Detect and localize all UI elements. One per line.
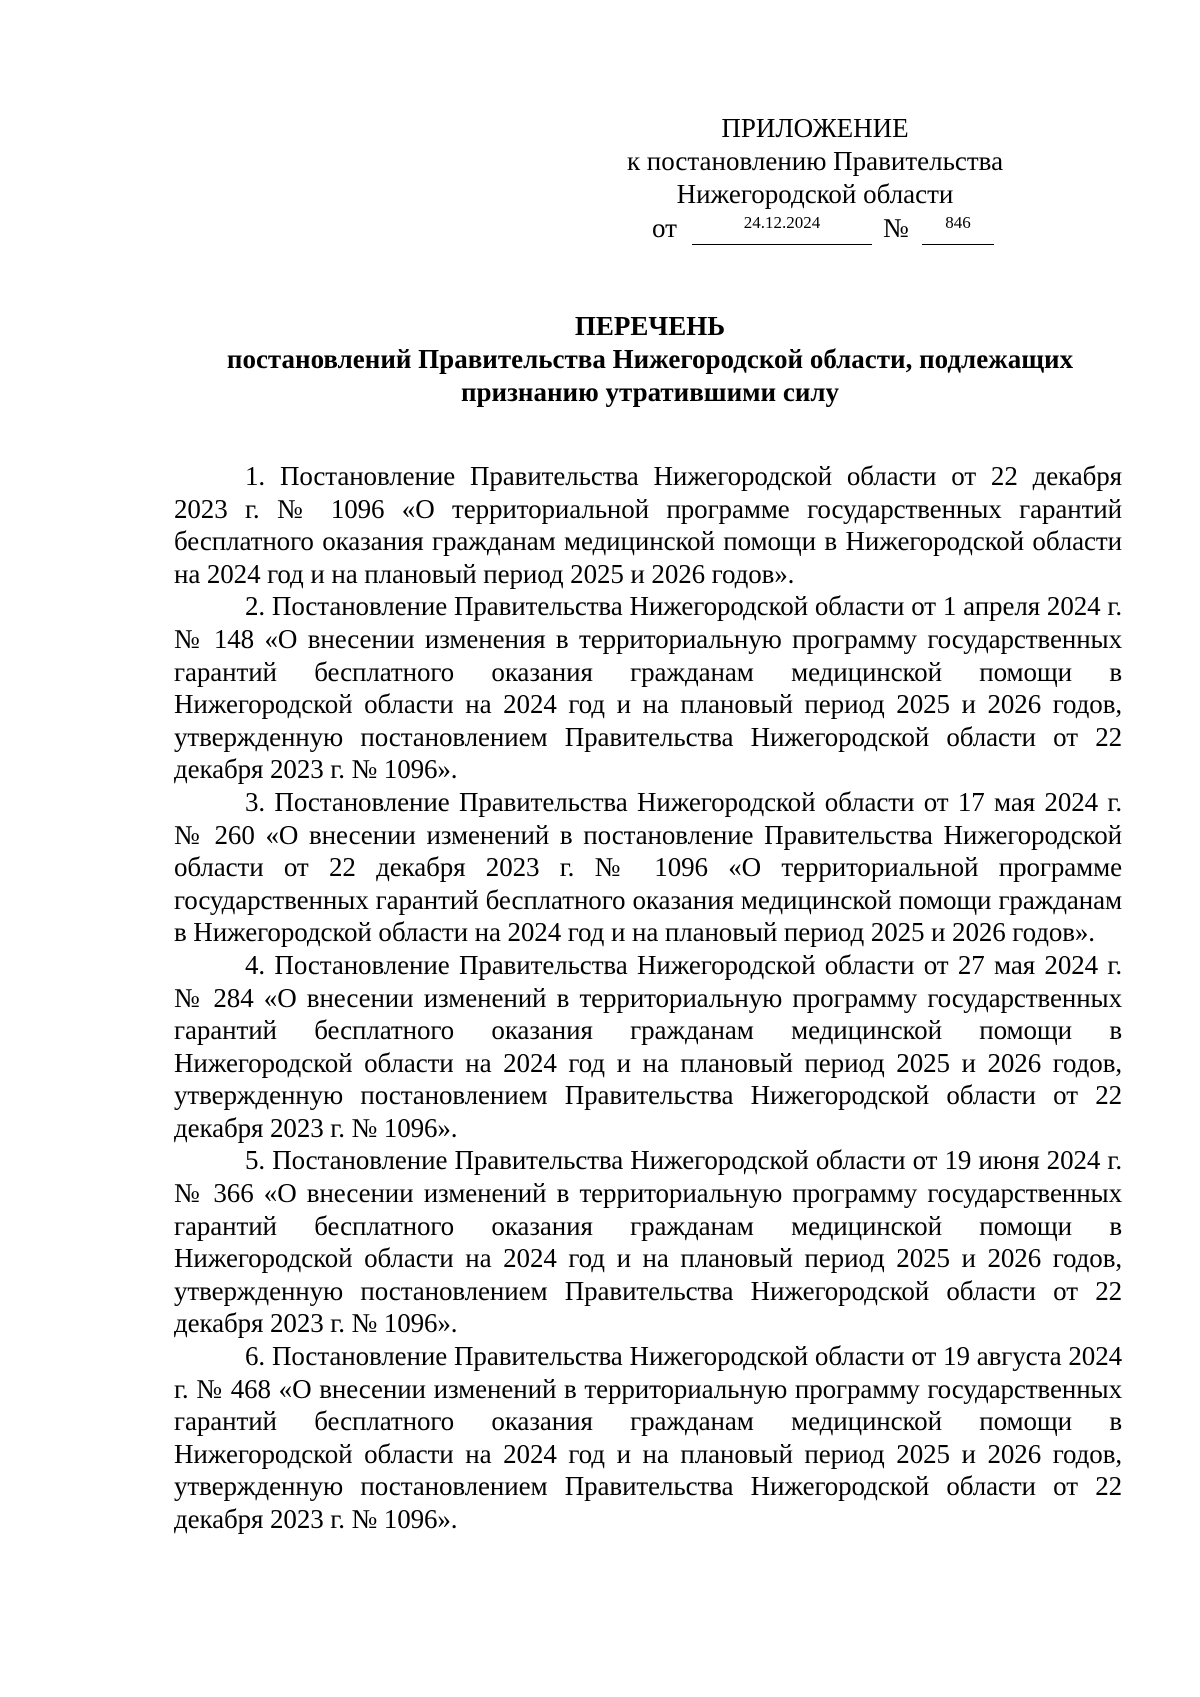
from-label: от [652,213,677,243]
list-item: 6. Постановление Правительства Нижегородской области от 19 августа 2024 г. № 468 «О внесении изменений в территориальную программу государственных гарантий бесплатного оказания гражданам медицинской помощи в Нижегородской области на 2024 год и на плановый период 2025 и 2026 годов, утвержденную постановлением Правительства Нижегородской области от 22 декабря 2023 г. № 1096». [174,1341,1122,1534]
appendix-date: 24.12.2024 [692,212,872,245]
resolutions-list [174,460,1122,1536]
list-item: 1. Постановление Правительства Нижегородской области от 22 декабря 2023 г. № 1096 «О территориальной программе государственных гарантий бесплатного оказания гражданам медицинской помощи в Нижегородской области на 2024 год и на плановый период 2025 и 2026 годов». [174,461,1122,589]
number-label: № [883,213,909,243]
list-item: 5. Постановление Правительства Нижегородской области от 19 июня 2024 г. № 366 «О внесении изменений в территориальную программу государственных гарантий бесплатного оказания гражданам медицинской помощи в Нижегородской области на 2024 год и на плановый период 2025 и 2026 годов, утвержденную постановлением Правительства Нижегородской области от 22 декабря 2023 г. № 1096». [174,1145,1122,1339]
list-item: 4. Постановление Правительства Нижегородской области от 27 мая 2024 г. № 284 «О внесении изменений в территориальную программу государственных гарантий бесплатного оказания гражданам медицинской помощи в Нижегородской области на 2024 год и на плановый период 2025 и 2026 годов, утвержденную постановлением Правительства Нижегородской области от 22 декабря 2023 г. № 1096». [174,949,1122,1143]
appendix-number: 846 [922,212,994,245]
title-subtitle-line-1: постановлений Правительства Нижегородской области, подлежащих [226,344,1074,374]
list-item: 2. Постановление Правительства Нижегородской области от 1 апреля 2024 г. № 148 «О внесении изменения в территориальную программу государственных гарантий бесплатного оказания гражданам медицинской помощи в Нижегородской области на 2024 год и на плановый период 2025 и 2026 годов, утвержденную постановлением Правительства Нижегородской области от 22 декабря 2023 г. № 1096». [174,591,1122,785]
document-title [120,310,1180,409]
appendix-heading: ПРИЛОЖЕНИЕ [721,113,909,143]
appendix-line-2: Нижегородской области [676,179,954,209]
list-item: 3. Постановление Правительства Нижегородской области от 17 мая 2024 г. № 260 «О внесении изменений в постановление Правительства Нижегородской области от 22 декабря 2023 г. № 1096 «О территориальной программе государственных гарантий бесплатного оказания медицинской помощи гражданам в Нижегородской области на 2024 год и на плановый период 2025 и 2026 годов». [174,786,1122,948]
appendix-header [590,112,1040,211]
title-main: ПЕРЕЧЕНЬ [574,311,726,341]
appendix-line-1: к постановлению Правительства [626,146,1004,176]
title-subtitle-line-2: признанию утратившими силу [460,377,840,407]
